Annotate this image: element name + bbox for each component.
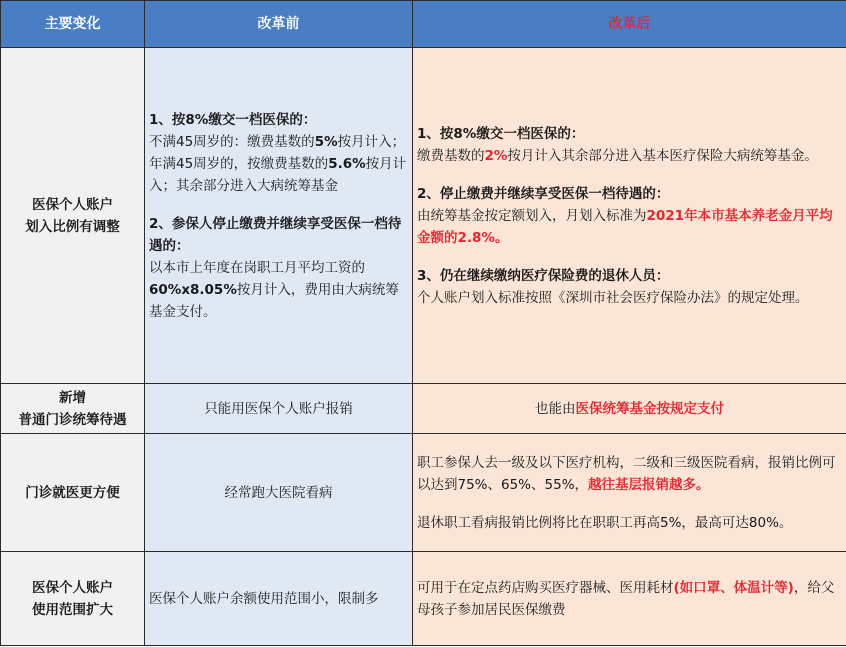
before-cell: 医保个人账户余额使用范围小，限制多 bbox=[145, 552, 413, 646]
table-row bbox=[1, 434, 846, 552]
after-cell: 也能由医保统筹基金按规定支付 bbox=[413, 384, 846, 434]
before-cell: 只能用医保个人账户报销 bbox=[145, 384, 413, 434]
after-cell: 1、按8%缴交一档医保的： 缴费基数的2%按月计入其余部分进入基本医疗保险大病统筹基金。 2、停止缴费并继续享受医保一档待遇的： 由统筹基金按定额划入，月划入标准为2021年本市基本养老金月平均金额的2.8%。 3、仍在继续缴纳医疗保险费的退休人员： 个人账户划入标准按照《深圳市社会医疗保险办法》的规定处理。 bbox=[413, 48, 846, 384]
row-title-outpatient-pooling: 新增 普通门诊统筹待遇 bbox=[1, 384, 145, 434]
header-after-reform: 改革后 bbox=[413, 1, 846, 48]
table-row bbox=[1, 552, 846, 646]
table-row bbox=[1, 384, 846, 434]
row-title-account-ratio: 医保个人账户 划入比例有调整 bbox=[1, 48, 145, 384]
row-title-outpatient-convenience: 门诊就医更方便 bbox=[1, 434, 145, 552]
header-row bbox=[1, 1, 846, 48]
before-cell: 经常跑大医院看病 bbox=[145, 434, 413, 552]
before-cell: 1、按8%缴交一档医保的： 不满45周岁的：缴费基数的5%按月计入； 年满45周岁的，按缴费基数的5.6%按月计入；其余部分进入大病统筹基金 2、参保人停止缴费并继续享受医保一档待遇的： 以本市上年度在岗职工月平均工资的60%x8.05%按月计入，费用由大病统筹基金支付。 bbox=[145, 48, 413, 384]
table-row bbox=[1, 48, 846, 384]
after-cell: 可用于在定点药店购买医疗器械、医用耗材(如口罩、体温计等)，给父母孩子参加居民医保缴费 bbox=[413, 552, 846, 646]
header-main-change: 主要变化 bbox=[1, 1, 145, 48]
after-cell: 职工参保人去一级及以下医疗机构，二级和三级医院看病，报销比例可以达到75%、65%、55%，越往基层报销越多。 退休职工看病报销比例将比在职职工再高5%，最高可达80%。 bbox=[413, 434, 846, 552]
row-title-account-scope: 医保个人账户 使用范围扩大 bbox=[1, 552, 145, 646]
header-before-reform: 改革前 bbox=[145, 1, 413, 48]
